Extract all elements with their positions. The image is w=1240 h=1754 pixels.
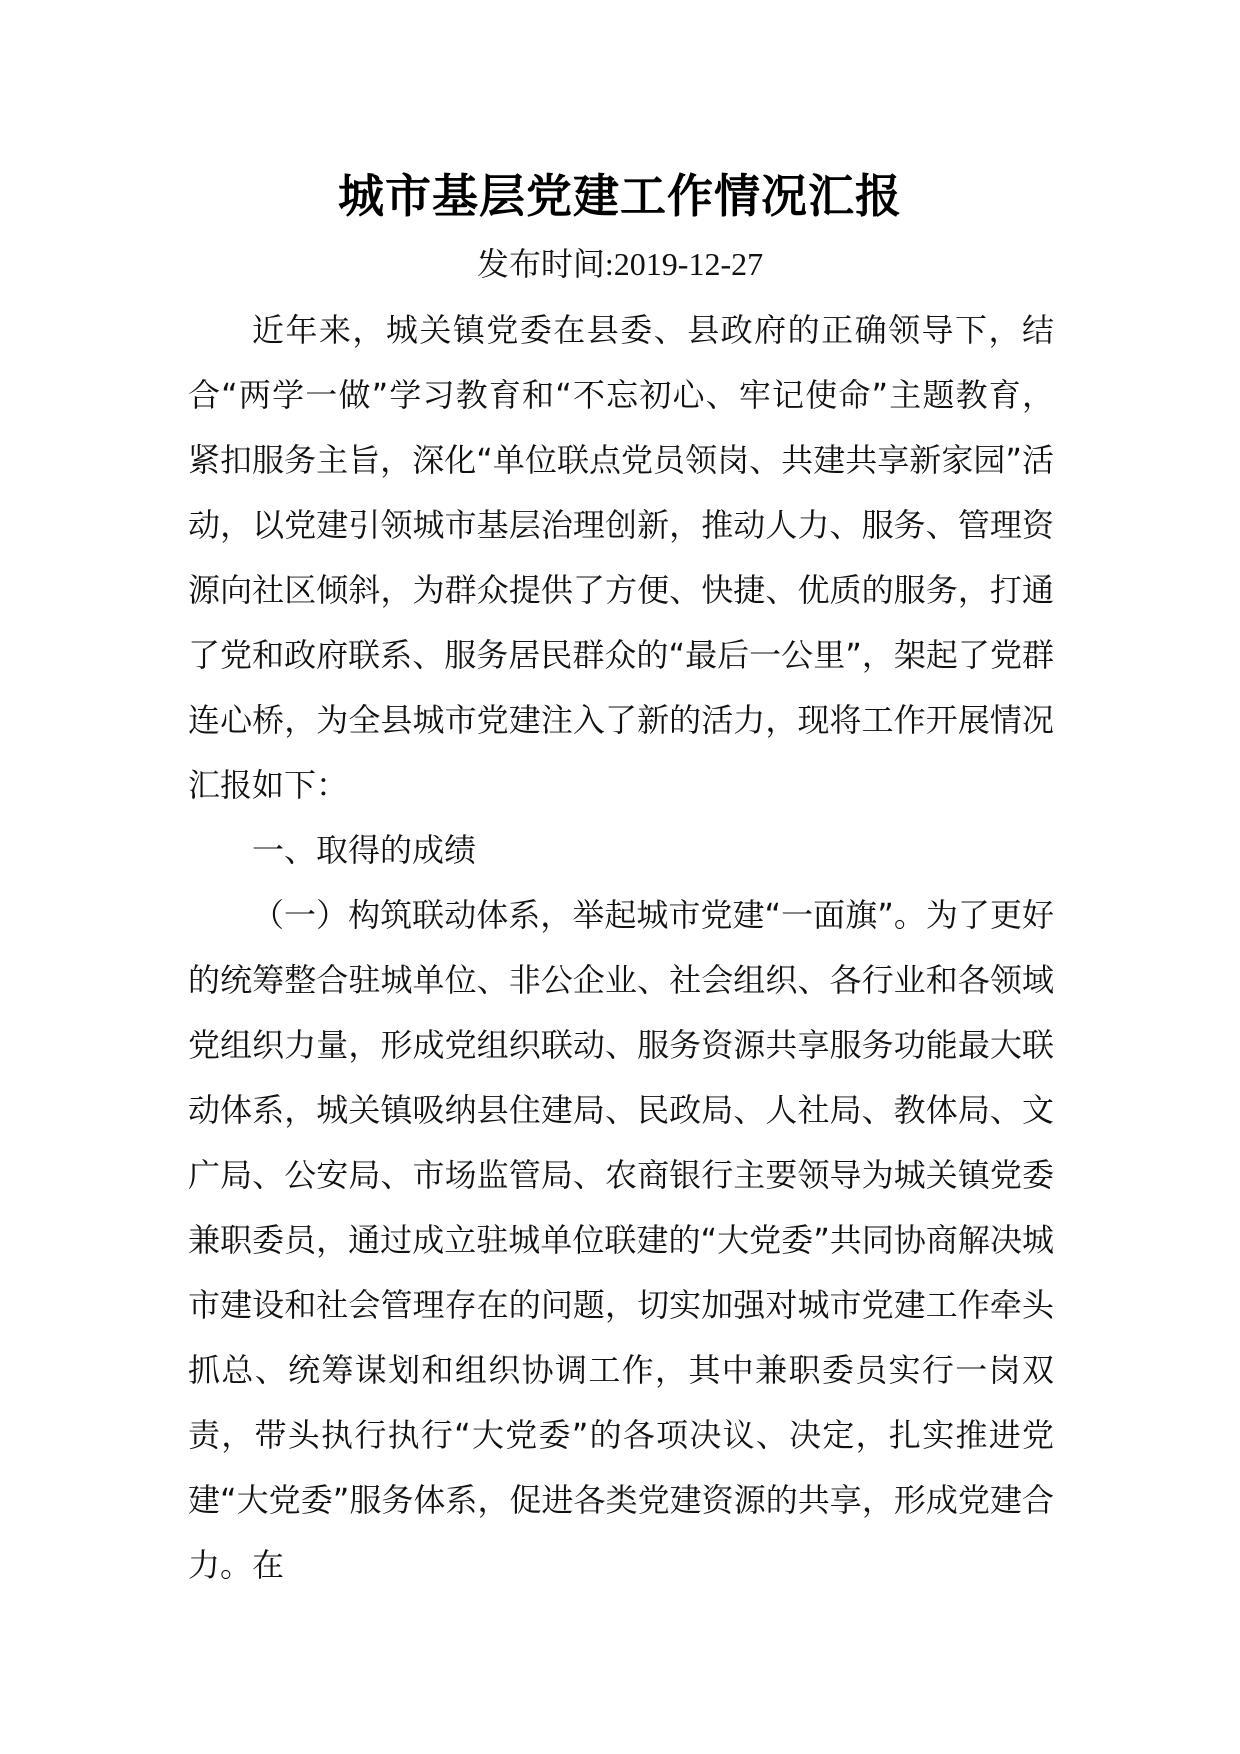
publish-date: 发布时间:2019-12-27 [476, 246, 764, 282]
paragraph-linkage-system: （一）构筑联动体系，举起城市党建“一面旗”。为了更好的统筹整合驻城单位、非公企业、社会组织、各行业和各领域党组织力量，形成党组织联动、服务资源共享服务功能最大联动体系，城关镇吸纳县住建局、民政局、人社局、教体局、文广局、公安局、市场监管局、农商银行主要领导为城关镇党委兼职委员，通过成立驻城单位联建的“大党委”共同协商解决城市建设和社会管理存在的问题，切实加强对城市党建工作牵头抓总、统筹谋划和组织协调工作，其中兼职委员实行一岗双责，带头执行执行“大党委”的各项决议、决定，扎实推进党建“大党委”服务体系，促进各类党建资源的共享，形成党建合力。在 [188, 896, 1054, 1584]
paragraph-intro: 近年来，城关镇党委在县委、县政府的正确领导下，结合“两学一做”学习教育和“不忘初心、牢记使命”主题教育，紧扣服务主旨，深化“单位联点党员领岗、共建共享新家园”活动，以党建引领城市基层治理创新，推动人力、服务、管理资源向社区倾斜，为群众提供了方便、快捷、优质的服务，打通了党和政府联系、服务居民群众的“最后一公里”，架起了党群连心桥，为全县城市党建注入了新的活力，现将工作开展情况汇报如下： [188, 311, 1054, 804]
document-title: 城市基层党建工作情况汇报 [338, 169, 902, 223]
document-body [188, 298, 1054, 1598]
section-heading-achievements: 一、取得的成绩 [252, 831, 477, 869]
